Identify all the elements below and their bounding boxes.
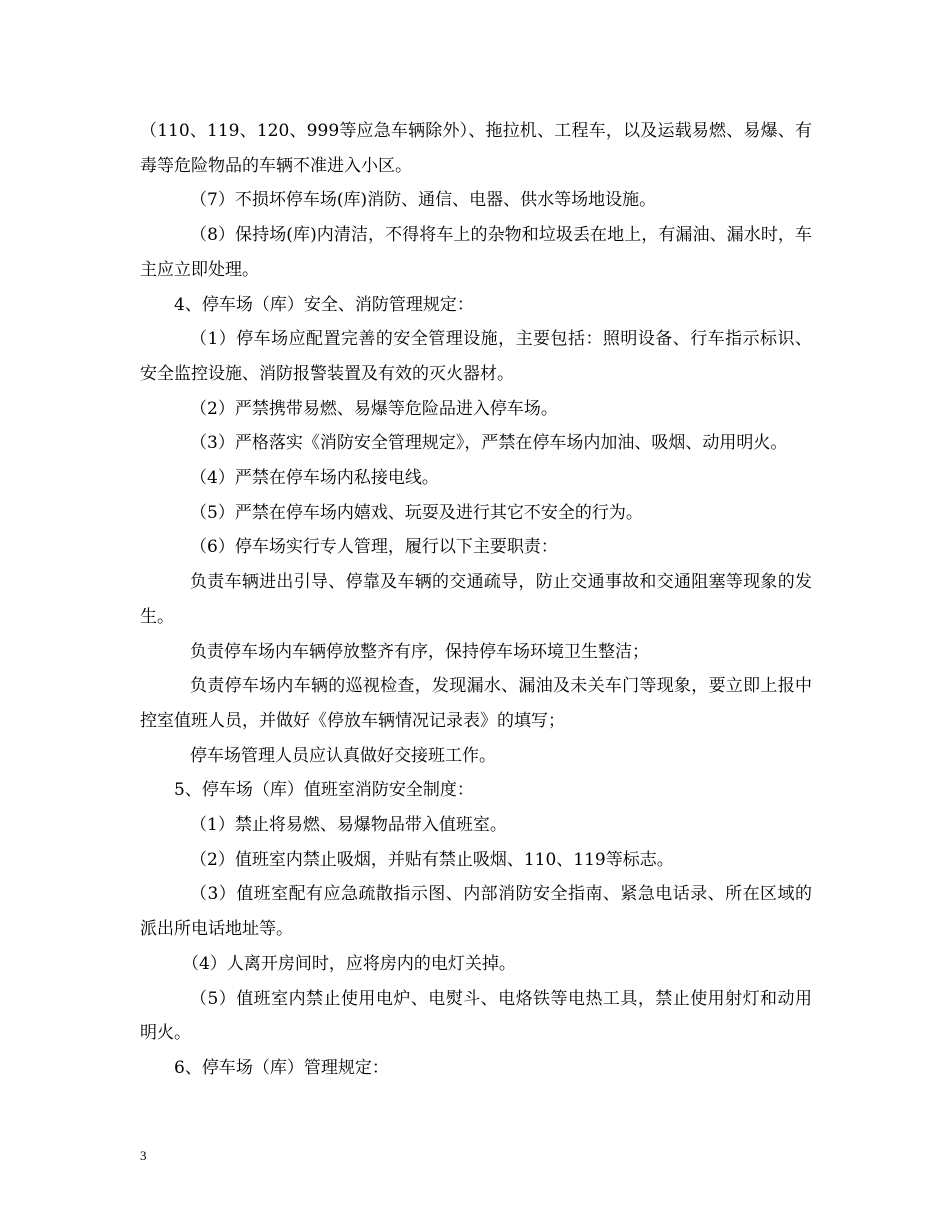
paragraph-safety-1: （1）停车场应配置完善的安全管理设施，主要包括：照明设备、行车指示标识、安全监控设施、消防报警装置及有效的灭火器材。 [140,329,812,384]
paragraph-duty-room-4: （4）人离开房间时，应将房内的电灯关掉。 [182,953,516,974]
paragraph-emergency-vehicles: （110、119、120、999等应急车辆除外）、拖拉机、工程车，以及运载易燃、易爆、有毒等危险物品的车辆不准进入小区。 [140,121,812,176]
paragraph-duty-room-5: （5）值班室内禁止使用电炉、电熨斗、电烙铁等电热工具，禁止使用射灯和动用明火。 [140,988,812,1044]
section-heading-6: 6、停车场（库）管理规定： [174,1057,389,1078]
paragraph-duty-guidance: 负责车辆进出引导、停靠及车辆的交通疏导，防止交通事故和交通阻塞等现象的发生。 [140,572,812,627]
section-heading-5: 5、停车场（库）值班室消防安全制度： [174,780,474,801]
paragraph-duty-inspection: 负责停车场内车辆的巡视检查，发现漏水、漏油及未关车门等现象，要立即上报中控室值班人员，并做好《停放车辆情况记录表》的填写； [140,676,812,731]
paragraph-item-8: （8）保持场(库)内清洁，不得将车上的杂物和垃圾丢在地上，有漏油、漏水时，车主应立即处理。 [140,225,812,280]
paragraph-duty-room-1: （1）禁止将易燃、易爆物品带入值班室。 [190,815,507,836]
section-heading-4: 4、停车场（库）安全、消防管理规定： [174,294,474,315]
paragraph-duty-room-2: （2）值班室内禁止吸烟，并贴有禁止吸烟、110、119等标志。 [190,849,674,870]
paragraph-duty-room-3: （3）值班室配有应急疏散指示图、内部消防安全指南、紧急电话录、所在区域的派出所电话地址等。 [140,884,812,940]
document-body [140,114,812,1086]
page-number: 3 [140,1148,147,1163]
paragraph-item-7: （7）不损坏停车场(库)消防、通信、电器、供水等场地设施。 [190,190,657,211]
paragraph-safety-5: （5）严禁在停车场内嬉戏、玩耍及进行其它不安全的行为。 [190,502,643,523]
paragraph-duty-order: 负责停车场内车辆停放整齐有序，保持停车场环境卫生整洁； [190,641,649,662]
paragraph-safety-6: （6）停车场实行专人管理，履行以下主要职责： [190,537,558,558]
paragraph-duty-handover: 停车场管理人员应认真做好交接班工作。 [190,745,496,766]
paragraph-safety-4: （4）严禁在停车场内私接电线。 [190,468,439,489]
paragraph-safety-3: （3）严格落实《消防安全管理规定》，严禁在停车场内加油、吸烟、动用明火。 [190,433,788,454]
paragraph-safety-2: （2）严禁携带易燃、易爆等危险品进入停车场。 [190,398,558,419]
